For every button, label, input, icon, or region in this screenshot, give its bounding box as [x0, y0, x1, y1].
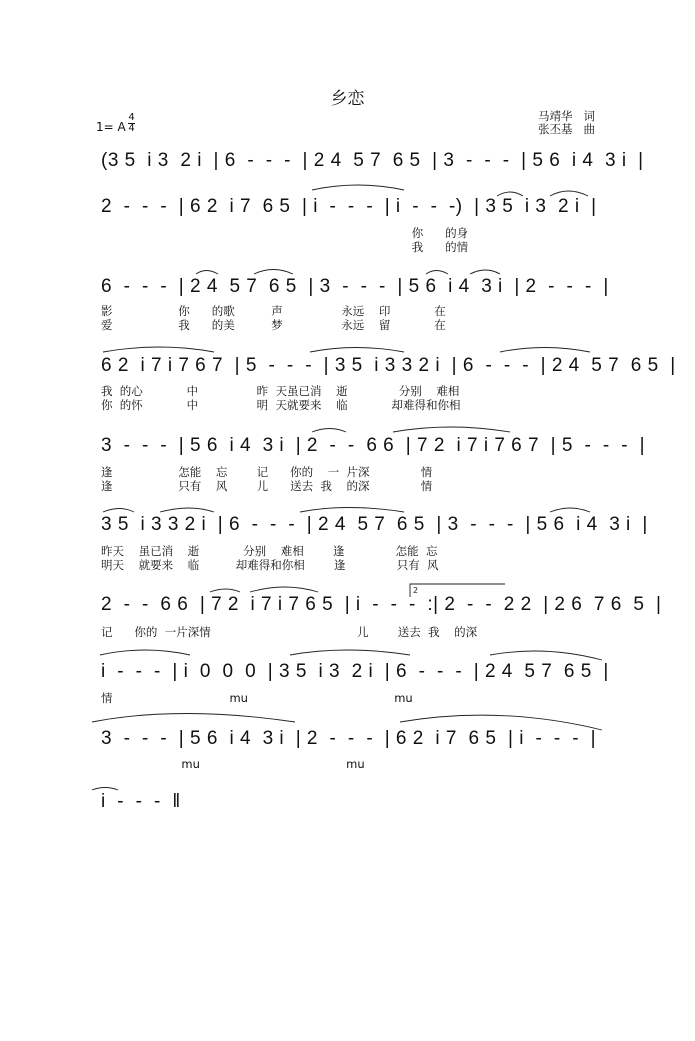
lyric-line-2-1: 你 的身 [101, 226, 469, 240]
notation-system-6: 3 5 i 3 3 2 i | 6 - - - | 2 4 5 7 6 5 | 3 - - - | 5 6 i 4 3 i | [101, 514, 648, 535]
slur [312, 429, 346, 433]
volta-bracket [410, 584, 505, 597]
lyric-line-6-1: 昨天 虽已消 逝 分别 难相 逢 怎能 忘 [101, 544, 438, 558]
lyricist-credit: 马靖华 词 [538, 109, 595, 123]
slur [500, 348, 590, 353]
slur [290, 650, 410, 655]
slur [470, 270, 500, 274]
slur [103, 509, 134, 513]
notation-system-5: 3 - - - | 5 6 i 4 3 i | 2 - - 6 6 | 7 2 i 7 i 7 6 7 | 5 - - - | [101, 435, 646, 456]
slur [100, 650, 190, 655]
slur [426, 271, 448, 275]
notation-system-9: 3 - - - | 5 6 i 4 3 i | 2 - - - | 6 2 i 7 6 5 | i - - - | [101, 728, 597, 749]
slur [300, 508, 404, 513]
slur [103, 347, 214, 352]
lyric-line-3-2: 爱 我 的美 梦 永远 留 在 [101, 318, 446, 332]
key-signature: 1= A [96, 120, 126, 134]
time-signature-top: 4 [128, 112, 135, 123]
lyric-line-3-1: 影 你 的歌 声 永远 印 在 [101, 304, 446, 318]
slur [254, 270, 293, 275]
slur [250, 587, 318, 592]
lyric-line-4-2: 你 的怀 中 明 天就要来 临 却难得和你相 [101, 398, 461, 412]
lyric-line-6-2: 明天 就要来 临 却难得和你相 逢 只有 风 [101, 558, 439, 572]
composer-credit: 张丕基 曲 [538, 122, 595, 136]
notation-system-3: 6 - - - | 2 4 5 7 6 5 | 3 - - - | 5 6 i 4 3 i | 2 - - - | [101, 276, 609, 297]
slur [310, 348, 404, 353]
lyric-line-8-1: 情 mu mu [101, 691, 413, 705]
slur [160, 508, 214, 512]
slur [497, 192, 523, 196]
volta-number: 2 [413, 586, 419, 595]
slur [92, 714, 295, 723]
time-signature-bottom: 4 [128, 123, 135, 134]
lyric-line-7-1: 记 你的 一片深情 儿 送去 我 的深 [101, 625, 478, 639]
notation-system-2: 2 - - - | 6 2 i 7 6 5 | i - - - | i - - -) | 3 5 i 3 2 i | [101, 196, 597, 217]
song-title: 乡恋 [330, 89, 365, 109]
slur [550, 191, 588, 196]
notation-system-7: 2 - - 6 6 | 7 2 i 7 i 7 6 5 | i - - - :| 2 - - 2 2 | 2 6 7 6 5 | [101, 594, 662, 615]
slur [92, 788, 118, 791]
slur [400, 715, 602, 730]
slur [550, 508, 590, 512]
notation-system-1: (3 5 i 3 2 i | 6 - - - | 2 4 5 7 6 5 | 3 - - - | 5 6 i 4 3 i | [101, 150, 644, 171]
lyric-line-5-1: 逢 怎能 忘 记 你的 一 片深 情 [101, 465, 433, 479]
slur [490, 651, 602, 660]
slur [196, 271, 218, 275]
notation-system-10: i - - - ‖ [101, 791, 181, 812]
slur [393, 427, 510, 432]
lyric-line-9-1: mu mu [101, 757, 365, 771]
slur [312, 185, 404, 190]
lyric-line-5-2: 逢 只有 风 儿 送去 我 的深 情 [101, 479, 433, 493]
lyric-line-4-1: 我 的心 中 昨 天虽已消 逝 分别 难相 [101, 384, 460, 398]
slur [210, 589, 240, 592]
notation-system-8: i - - - | i 0 0 0 | 3 5 i 3 2 i | 6 - - - | 2 4 5 7 6 5 | [101, 661, 609, 682]
lyric-line-2-2: 我 的情 [101, 240, 469, 254]
notation-system-4: 6 2 i 7 i 7 6 7 | 5 - - - | 3 5 i 3 3 2 i | 6 - - - | 2 4 5 7 6 5 | [101, 355, 676, 376]
